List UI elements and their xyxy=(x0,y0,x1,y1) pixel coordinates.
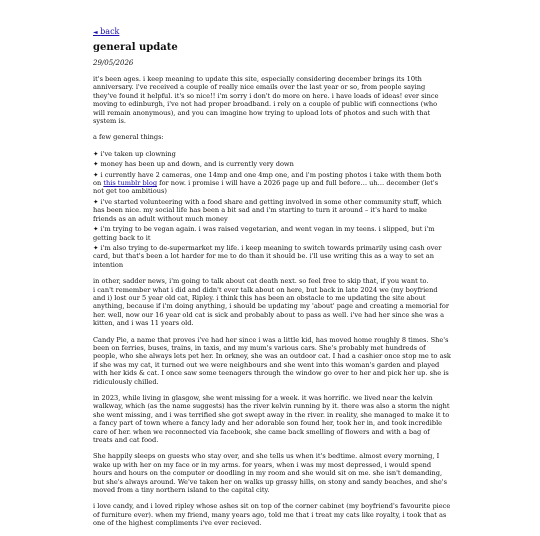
tumblr-blog-link[interactable]: this tumblr blog xyxy=(103,179,158,188)
list-item xyxy=(93,244,451,269)
list-item xyxy=(93,160,451,168)
list-item-text: i'm also trying to de-supermarket my life. i keep meaning to switch towards primarily using cash over card, but that's been a lot harder for me to do than it should be. i'll use writing this as a way to set an intention xyxy=(93,243,442,269)
list-item xyxy=(93,150,451,158)
back-link-label: back xyxy=(100,27,120,36)
back-link[interactable] xyxy=(93,27,451,38)
body-paragraph: Candy Pie, a name that proves i've had her since i was a little kid, has moved home roughly 8 times. She's been on ferries, buses, trains, in taxis, and my mum's various cars. She's probably met hundreds of people, who she always lets pet her. In orkney, she was an outdoor cat. I had a cashier once stop me to ask if she was my cat, it turned out we were neighbours and she went into this woman's garden and played with her kids & cat. I once saw some teenagers through the window go over to her and pick her up. she is ridiculously chilled. xyxy=(93,335,451,386)
list-item-text: money has been up and down, and is currently very down xyxy=(100,160,294,169)
list-item xyxy=(93,171,451,196)
star-bullet-icon: ✦ xyxy=(93,160,99,169)
intro-paragraph: it's been ages. i keep meaning to update this site, especially considering december brings its 10th anniversary. i've received a couple of really nice emails over the last year or so, from people saying they've found it helpful. it's so nice!! i'm sorry i don't do more on here. i have loads of ideas! ever since moving to edinburgh, i've not had proper broadband. i rely on a couple of public wifi connections (who will remain anonymous), and you can imagine how trying to upload lots of photos and such with that system is. xyxy=(93,75,439,126)
star-bullet-icon: ✦ xyxy=(93,225,99,234)
back-arrow-icon: ◄ xyxy=(93,29,98,36)
list-heading: a few general things: xyxy=(93,133,164,142)
star-bullet-icon: ✦ xyxy=(93,197,99,206)
list-item-text-rest: for now. i promise i will have a 2026 page up and full before… uh… december (let's not get too ambitious) xyxy=(93,179,439,196)
list-item xyxy=(93,198,451,223)
star-bullet-icon: ✦ xyxy=(93,149,99,158)
list-item-text: i'm trying to be vegan again. i was raised vegetarian, and went vegan in my teens. i slipped, but i'm getting back to it xyxy=(93,225,435,242)
star-bullet-icon: ✦ xyxy=(93,243,99,252)
body-paragraph: i love candy, and i loved ripley whose ashes sit on top of the corner cabinet (my boyfriend's favourite piece of furniture ever). when my friend, many years ago, told me that i treat my cats like royalty, i took that as one of the highest compliments i've ever recieved. xyxy=(93,502,451,528)
post-title: general update xyxy=(93,42,178,53)
body-paragraph: in 2023, while living in glasgow, she went missing for a week. it was horrific. we lived near the kelvin walkway, which (as the name suggests) has the river kelvin running by it. there was also a storm the night she went missing, and i was terrified she got swept away in the river. in reality, she managed to make it to a fancy part of town where a fancy lady and her adorable son found her, took her in, and took incredible care of her. when we reconnected via facebook, she came back smelling of flowers and with a bag of treats and cat food. xyxy=(93,394,450,445)
general-things-list xyxy=(93,150,451,269)
list-item-text: i've taken up clowning xyxy=(100,149,176,158)
body-paragraph: in other, sadder news, i'm going to talk about cat death next. so feel free to skip that, if you want to. i can't remember what i did and didn't ever talk about on here, but back in late 2024 we (my boyfriend and i) lost our 5 year old cat, Ripley. i think this has been an obstacle to me updating the site about anything, because if i'm doing anything, i should be updating my 'about' page and creating a memorial for her. well, now our 16 year old cat is sick and probably about to pass as well. i've had her since she was a kitten, and i was 11 years old. xyxy=(93,277,449,328)
star-bullet-icon: ✦ xyxy=(93,170,99,179)
list-item-text: i currently have 2 cameras, one 14mp and one 4mp one, and i'm posting photos i take with them both on xyxy=(93,170,442,188)
list-item xyxy=(93,225,451,242)
list-item-text: i've started volunteering with a food share and getting involved in some other community stuff, which has been nice. my social life has been a bit sad and i'm starting to turn it around – it's hard to make friends as an adult without much money xyxy=(93,197,442,223)
post-column xyxy=(93,27,451,536)
body-paragraph: She happily sleeps on guests who stay over, and she tells us when it's bedtime. almost every morning, I wake up with her on my face or in my arms. for years, when i was my most depressed, i would spend hours and hours on the computer or doodling in my room and she would sit on me. she isn't demanding, but she's always around. We've taken her on walks up grassy hills, on stony and sandy beaches, and she's moved from a tiny northern island to the capital city. xyxy=(93,452,447,495)
post-date: 29/05/2026 xyxy=(93,59,134,67)
